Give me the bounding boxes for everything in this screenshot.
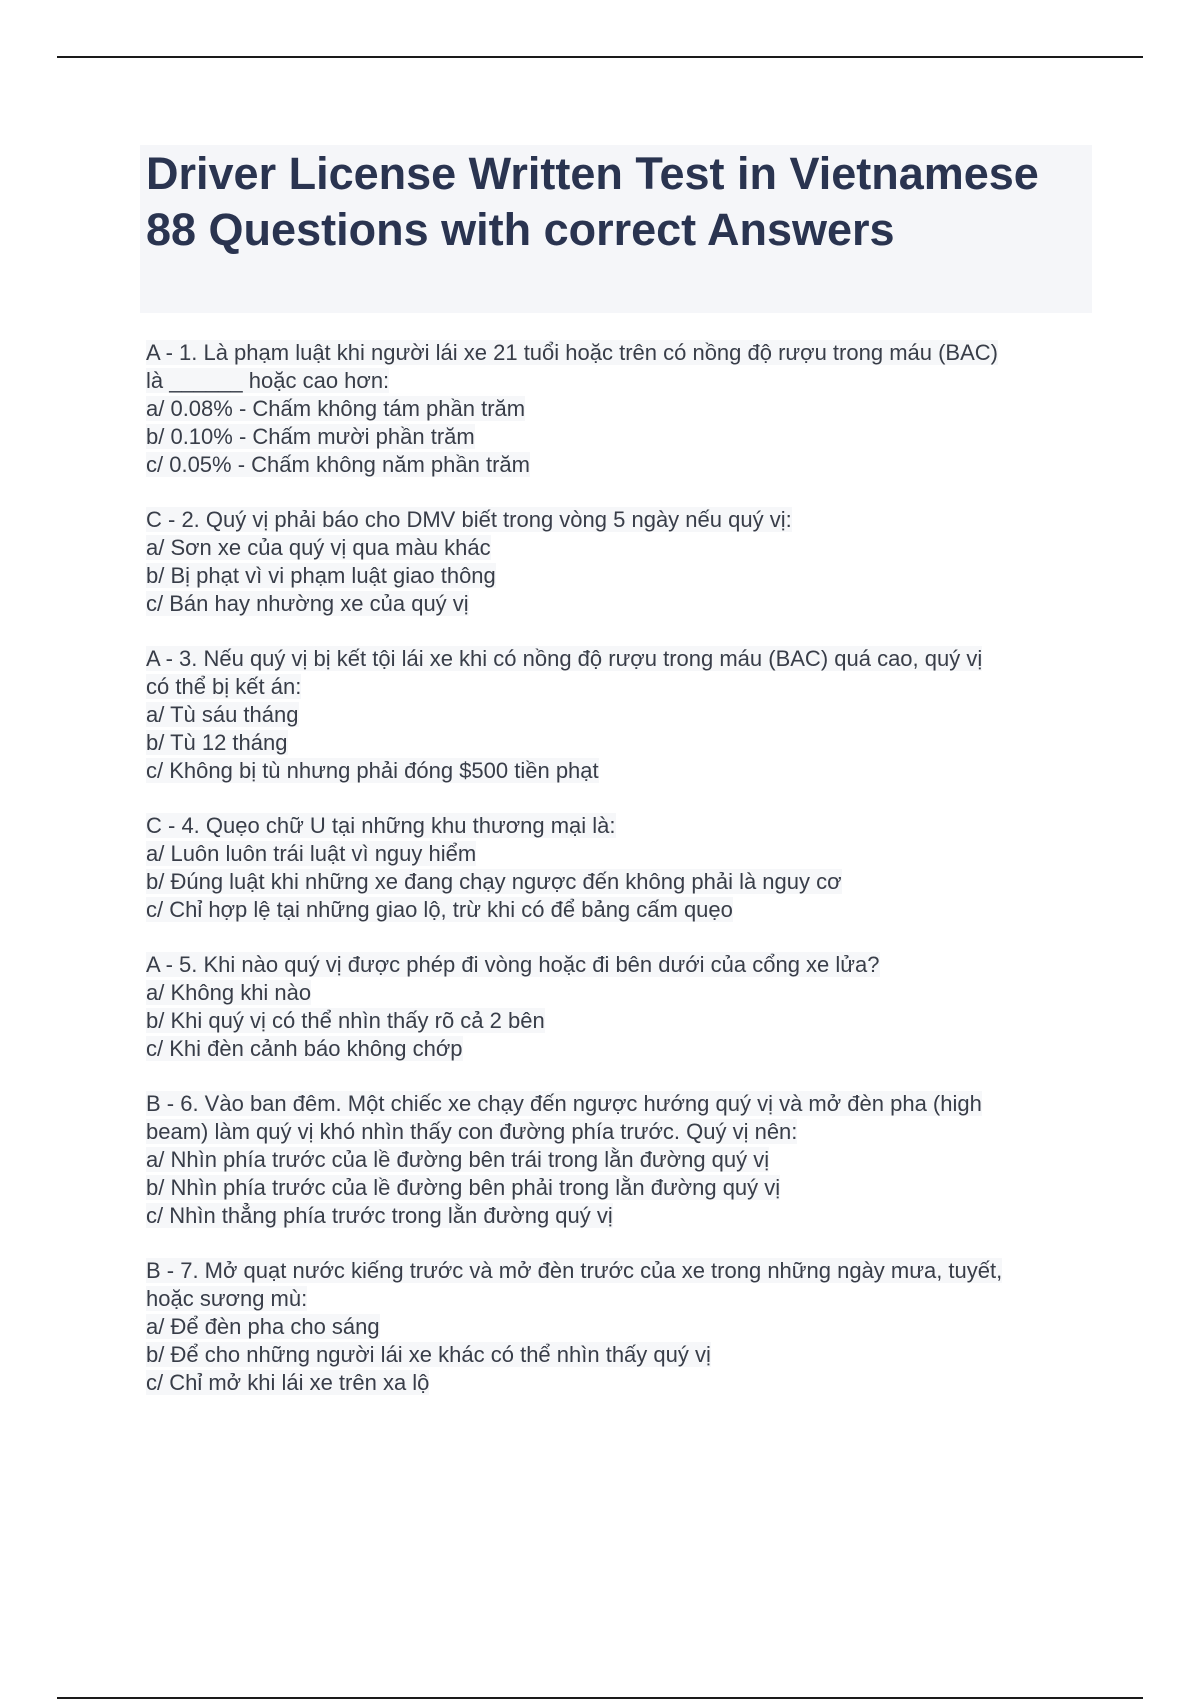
question-line — [146, 1341, 1106, 1369]
question-block — [146, 506, 1106, 618]
question-line — [146, 1369, 1106, 1397]
line-text: B - 7. Mở quạt nước kiếng trước và mở đèn trước của xe trong những ngày mưa, tuyết, — [146, 1258, 1003, 1283]
question-line — [146, 840, 1106, 868]
line-text: B - 6. Vào ban đêm. Một chiếc xe chạy đến ngược hướng quý vị và mở đèn pha (high — [146, 1091, 982, 1116]
question-text — [146, 812, 1106, 840]
question-line — [146, 1118, 1106, 1146]
question-list — [146, 339, 1106, 1424]
line-text: b/ Khi quý vị có thể nhìn thấy rõ cả 2 bên — [146, 1008, 545, 1033]
question-line — [146, 367, 1106, 395]
question-line — [146, 979, 1106, 1007]
line-text: là ______ hoặc cao hơn: — [146, 368, 390, 393]
line-text: a/ Sơn xe của quý vị qua màu khác — [146, 535, 491, 560]
question-line — [146, 1035, 1106, 1063]
question-text — [146, 1090, 1106, 1118]
line-text: C - 4. Quẹo chữ U tại những khu thương mại là: — [146, 813, 616, 838]
question-line — [146, 1285, 1106, 1313]
line-text: a/ Nhìn phía trước của lề đường bên trái trong lằn đường quý vị — [146, 1147, 770, 1172]
question-line — [146, 1174, 1106, 1202]
question-line — [146, 868, 1106, 896]
document-title: Driver License Written Test in Vietnamese 88 Questions with correct Answers — [146, 148, 1039, 255]
line-text: có thể bị kết án: — [146, 674, 302, 699]
question-block — [146, 1257, 1106, 1397]
line-text: C - 2. Quý vị phải báo cho DMV biết trong vòng 5 ngày nếu quý vị: — [146, 507, 792, 532]
line-text: a/ Luôn luôn trái luật vì nguy hiểm — [146, 841, 477, 866]
line-text: b/ Bị phạt vì vi phạm luật giao thông — [146, 563, 496, 588]
line-text: c/ Khi đèn cảnh báo không chớp — [146, 1036, 463, 1061]
question-line — [146, 757, 1106, 785]
line-text: c/ 0.05% - Chấm không năm phần trăm — [146, 452, 530, 477]
line-text: b/ Để cho những người lái xe khác có thể nhìn thấy quý vị — [146, 1342, 711, 1367]
line-text: b/ 0.10% - Chấm mười phần trăm — [146, 424, 475, 449]
line-text: a/ Không khi nào — [146, 980, 312, 1005]
question-text — [146, 645, 1106, 673]
question-text — [146, 951, 1106, 979]
line-text: A - 3. Nếu quý vị bị kết tội lái xe khi có nồng độ rượu trong máu (BAC) quá cao, quý vị — [146, 646, 983, 671]
question-text — [146, 339, 1106, 367]
line-text: c/ Nhìn thẳng phía trước trong lằn đường quý vị — [146, 1203, 613, 1228]
question-line — [146, 1007, 1106, 1035]
question-line — [146, 729, 1106, 757]
question-line — [146, 1146, 1106, 1174]
question-line — [146, 590, 1106, 618]
line-text: c/ Chỉ mở khi lái xe trên xa lộ — [146, 1370, 430, 1395]
question-line — [146, 451, 1106, 479]
question-block — [146, 645, 1106, 785]
question-block — [146, 951, 1106, 1063]
line-text: c/ Chỉ hợp lệ tại những giao lộ, trừ khi có để bảng cấm quẹo — [146, 897, 733, 922]
question-text — [146, 506, 1106, 534]
top-rule — [57, 56, 1143, 58]
line-text: a/ Để đèn pha cho sáng — [146, 1314, 380, 1339]
line-text: b/ Đúng luật khi những xe đang chạy ngược đến không phải là nguy cơ — [146, 869, 842, 894]
line-text: a/ 0.08% - Chấm không tám phần trăm — [146, 396, 526, 421]
question-line — [146, 673, 1106, 701]
question-block — [146, 339, 1106, 479]
question-line — [146, 534, 1106, 562]
line-text: b/ Nhìn phía trước của lề đường bên phải trong lằn đường quý vị — [146, 1175, 781, 1200]
question-line — [146, 896, 1106, 924]
question-block — [146, 812, 1106, 924]
line-text: c/ Bán hay nhường xe của quý vị — [146, 591, 469, 616]
question-line — [146, 1313, 1106, 1341]
line-text: A - 1. Là phạm luật khi người lái xe 21 tuổi hoặc trên có nồng độ rượu trong máu (BAC) — [146, 340, 998, 365]
line-text: b/ Tù 12 tháng — [146, 730, 288, 755]
line-text: hoặc sương mù: — [146, 1286, 308, 1311]
line-text: A - 5. Khi nào quý vị được phép đi vòng hoặc đi bên dưới của cổng xe lửa? — [146, 952, 880, 977]
bottom-rule — [57, 1697, 1143, 1699]
question-text — [146, 1257, 1106, 1285]
question-block — [146, 1090, 1106, 1230]
line-text: a/ Tù sáu tháng — [146, 702, 299, 727]
question-line — [146, 562, 1106, 590]
question-line — [146, 701, 1106, 729]
question-line — [146, 395, 1106, 423]
question-line — [146, 423, 1106, 451]
line-text: beam) làm quý vị khó nhìn thấy con đường phía trước. Quý vị nên: — [146, 1119, 798, 1144]
question-line — [146, 1202, 1106, 1230]
line-text: c/ Không bị tù nhưng phải đóng $500 tiền phạt — [146, 758, 599, 783]
